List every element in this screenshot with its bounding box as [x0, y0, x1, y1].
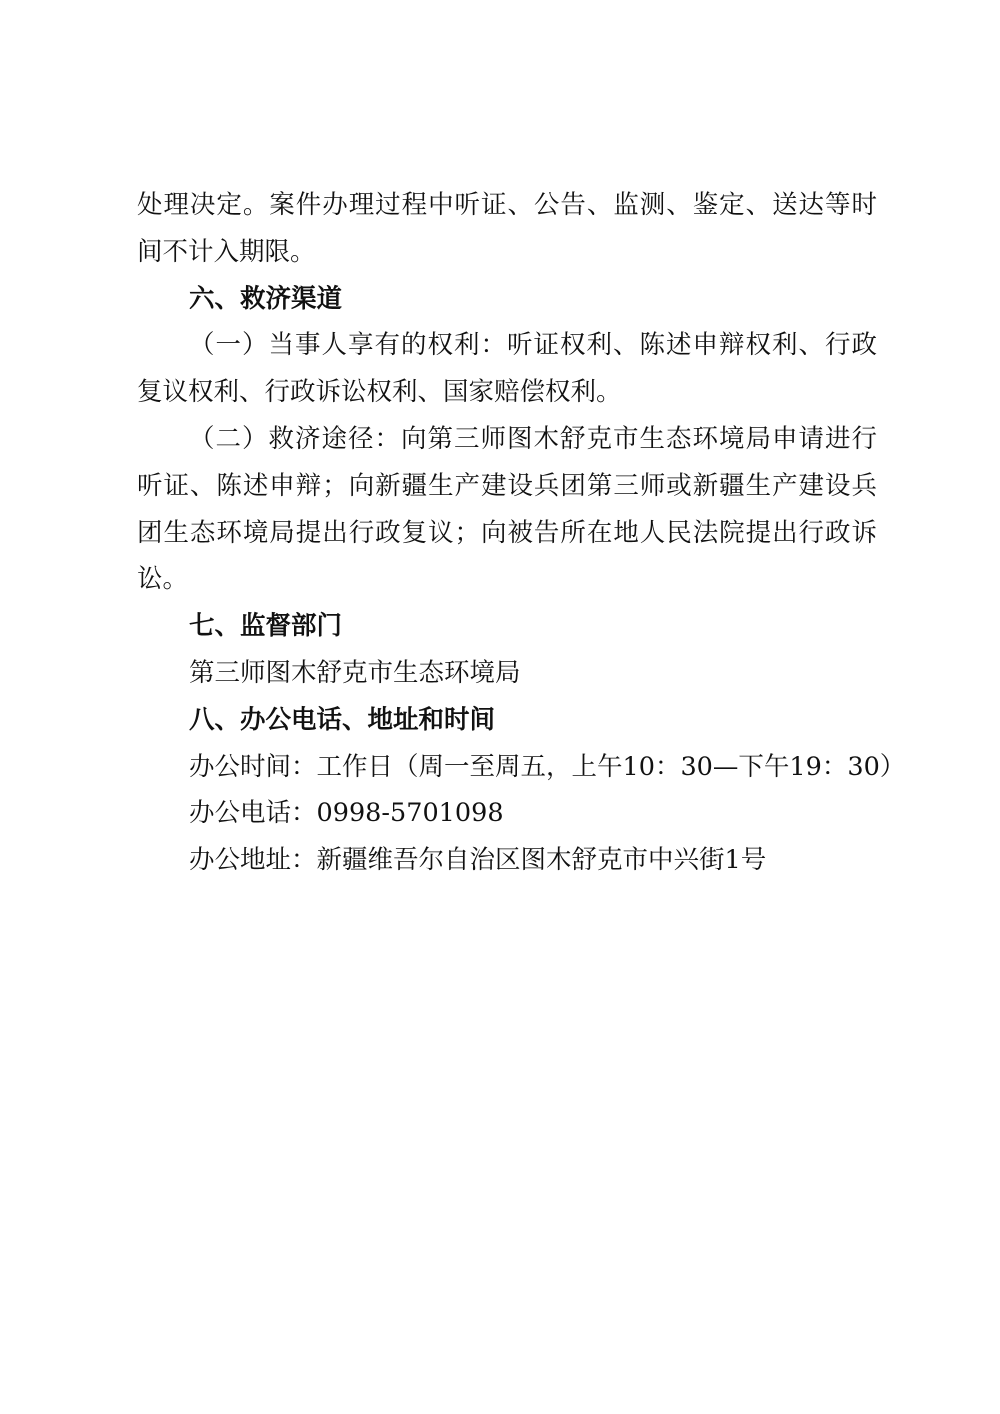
- section-heading-supervision: 七、监督部门: [189, 611, 343, 642]
- paragraph-line: （一）当事人享有的权利：听证权利、陈述申辩权利、行政: [189, 330, 877, 361]
- office-hours: 办公时间：工作日（周一至周五，上午10：30—下午19：30）: [189, 751, 906, 782]
- paragraph-line: 听证、陈述申辩；向新疆生产建设兵团第三师或新疆生产建设兵: [137, 470, 877, 501]
- paragraph-line: 处理决定。案件办理过程中听证、公告、监测、鉴定、送达等时: [137, 190, 877, 220]
- supervision-department: 第三师图木舒克市生态环境局: [189, 657, 521, 688]
- paragraph-line: （二）救济途径：向第三师图木舒克市生态环境局申请进行: [189, 423, 877, 454]
- paragraph-line: 间不计入期限。: [137, 236, 316, 267]
- section-heading-contact: 八、办公电话、地址和时间: [189, 704, 496, 735]
- office-phone: 办公电话：0998-5701098: [189, 798, 504, 829]
- section-heading-remedies: 六、救济渠道: [189, 283, 343, 314]
- document-page: [137, 182, 906, 884]
- paragraph-line: 团生态环境局提出行政复议；向被告所在地人民法院提出行政诉: [137, 517, 877, 548]
- paragraph-line: 复议权利、行政诉讼权利、国家赔偿权利。: [137, 377, 622, 408]
- office-address: 办公地址：新疆维吾尔自治区图木舒克市中兴街1号: [189, 845, 767, 876]
- paragraph-line: 讼。: [137, 564, 189, 595]
